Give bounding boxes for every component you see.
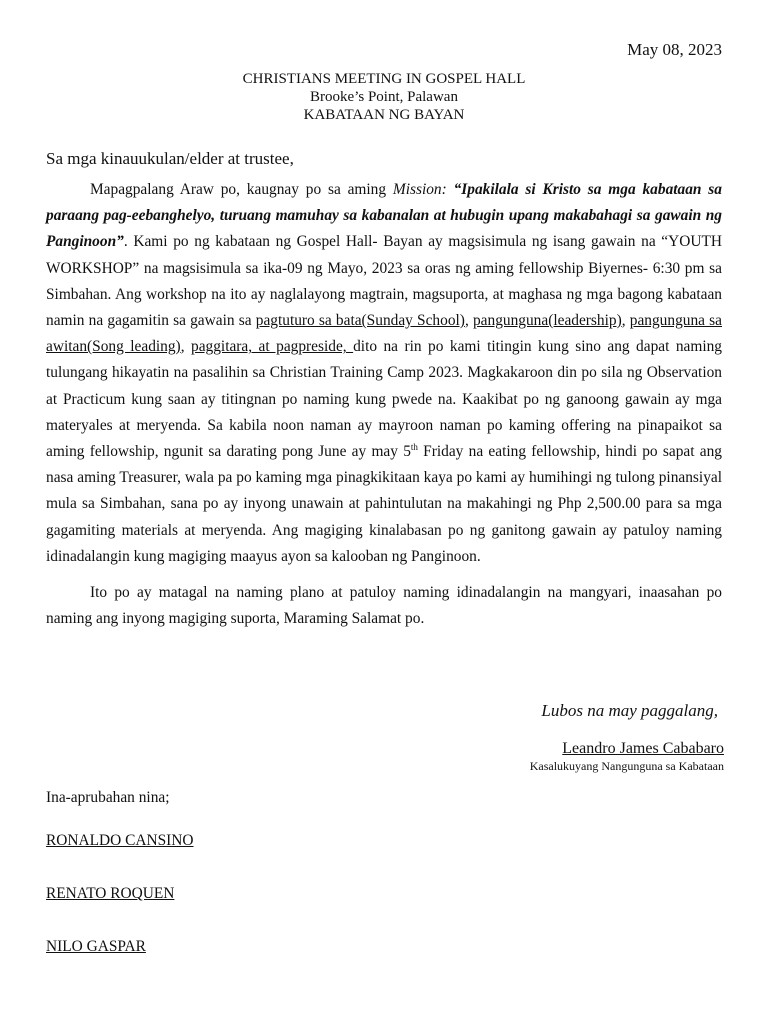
paragraph-1 [46,177,722,570]
salutation: Sa mga kinauukulan/elder at trustee, [46,149,294,168]
p1-text-1: Mapagpalang Araw po, kaugnay po sa aming [90,181,393,198]
p1-sep-2: , [621,312,630,330]
p1-text-3: . Kami po ng kabataan ng Gospel Hall- Bayan ay magsisimula ng isang gawain na “YOUTH WORKSHOP” na magsisimula sa ika-09 ng Mayo, 2023 sa oras ng aming fellowship Biyernes- 6:30 pm sa Simbahan. Ang workshop na ito ay naglalayong magtrain, magsuporta, at maghasa ng mga bagong kabataan namin na gagamitin sa gawain sa [46,233,722,330]
mission-label: Mission: [392,181,447,198]
p1-text-5: Friday na eating fellowship, hindi po sapat ang nasa aming Treasurer, wala pa po kaming mga pinagkikitaan kaya po kami ay humihingi ng tulong pinansiyal mula sa Simbahan, sana po ay inyong unawain at pahintulutan na makahingi ng Php 2,500.00 para sa mga gagamiting materials at meryenda. Ang magiging kinalabasan po ng ganitong gawain ay patuloy naming idinadalangin kung magiging maayus ayon sa kalooban ng Panginoon. [46,443,722,565]
ordinal-suffix: th [410,441,418,452]
paragraph-2: Ito po ay matagal na naming plano at patuloy naming idinadalangin na mangyari, inaasahan po naming ang inyong magiging suporta, Maraming Salamat po. [46,584,722,628]
header-organization: CHRISTIANS MEETING IN GOSPEL HALL [242,71,526,87]
approver-name: RENATO ROQUEN [46,885,175,902]
p1-sep-3: , [180,338,191,356]
activity-song-leading: pangunguna sa awitan(Song leading) [46,312,722,356]
closing-line: Lubos na may paggalang, [541,701,718,720]
activity-sunday-school: pagtuturo sa bata(Sunday School) [255,312,465,330]
header-group: KABATAAN NG BAYAN [303,107,465,123]
approver-name: RONALDO CANSINO [46,832,194,849]
letter-header [0,70,768,124]
p1-sep-1: , [464,312,473,330]
activity-guitar-preside: paggitara, at pagpreside, [191,338,354,356]
activity-leadership: pangunguna(leadership) [472,312,622,330]
signer-title: Kasalukuyang Nangunguna sa Kabataan [529,759,724,773]
signer-name: Leandro James Cababaro [562,740,724,757]
letter-date: May 08, 2023 [627,40,722,59]
mission-statement: “Ipakilala si Kristo sa mga kabataan sa paraang pag-eebanghelyo, turuang mamuhay sa kabanalan at hubugin upang makabahagi sa gawain ng Panginoon” [46,181,722,251]
p1-text-2 [447,181,454,198]
approver-name: NILO GASPAR [46,938,146,955]
header-location: Brooke’s Point, Palawan [310,89,458,105]
p1-text-4: dito na rin po kami titingin kung sino ang dapat naming tulungang hikayatin na pasalihin sa Christian Training Camp 2023. Magkakaroon din po sila ng Observation at Practicum kung saan ay titingnan po naming kung pwede na. Kaakibat po ng ganoong gawain ay mga materyales at meryenda. Sa kabila noon naman ay mayroon naman po kaming offering na pinapaikot sa aming fellowship, ngunit sa darating pong June ay may 5 [46,338,722,461]
approved-by-label: Ina-aprubahan nina; [46,789,170,806]
letter-body [46,177,722,632]
